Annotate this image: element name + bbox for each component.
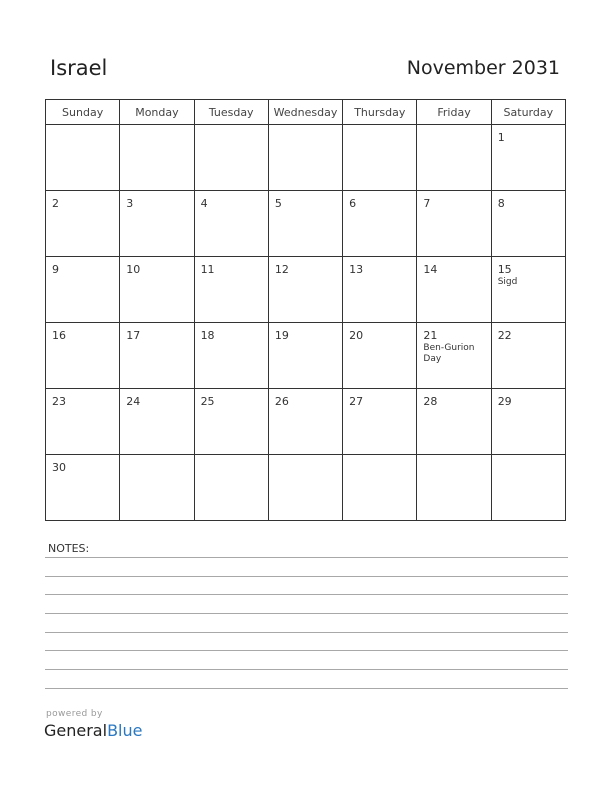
day-number: 9 — [52, 263, 59, 276]
weekday-thursday: Thursday — [343, 100, 417, 125]
day-number: 15 — [497, 263, 512, 276]
notes-label: NOTES: — [48, 542, 90, 555]
day-cell — [194, 389, 268, 455]
day-number: 23 — [52, 395, 66, 408]
day-number: 18 — [200, 329, 215, 342]
day-cell — [46, 191, 120, 257]
day-cell — [268, 191, 342, 257]
notes-line — [45, 669, 568, 670]
day-cell — [120, 323, 194, 389]
day-number: 29 — [497, 395, 512, 408]
day-cell — [491, 191, 565, 257]
day-cell — [417, 125, 491, 191]
day-cell — [417, 257, 491, 323]
day-cell — [46, 257, 120, 323]
day-cell — [194, 455, 268, 521]
day-number: 28 — [423, 395, 438, 408]
brand-blue-text: Blue — [107, 721, 143, 740]
day-cell — [46, 389, 120, 455]
notes-line — [45, 594, 568, 595]
weekday-monday: Monday — [120, 100, 194, 125]
day-cell — [268, 125, 342, 191]
day-cell — [120, 455, 194, 521]
day-number: 11 — [200, 263, 215, 276]
day-number: 4 — [200, 197, 208, 210]
day-number: 5 — [274, 197, 282, 210]
day-cell — [417, 323, 491, 389]
weekday-saturday: Saturday — [491, 100, 565, 125]
day-cell — [194, 257, 268, 323]
notes-line — [45, 576, 568, 577]
day-cell — [417, 389, 491, 455]
day-cell — [343, 125, 417, 191]
day-number: 17 — [126, 329, 141, 342]
week-row — [46, 257, 566, 323]
week-row — [46, 389, 566, 455]
day-number: 27 — [349, 395, 364, 408]
day-cell — [343, 191, 417, 257]
notes-line — [45, 632, 568, 633]
day-cell — [268, 257, 342, 323]
day-number: 21 — [423, 329, 438, 342]
day-number: 24 — [126, 395, 141, 408]
day-cell — [46, 125, 120, 191]
week-row — [46, 323, 566, 389]
holiday-label: Ben-Gurion Day — [423, 343, 475, 364]
day-number: 13 — [349, 263, 364, 276]
day-cell — [343, 455, 417, 521]
country-title: Israel — [50, 56, 108, 80]
calendar-grid — [45, 99, 566, 521]
day-cell — [120, 191, 194, 257]
weekday-friday: Friday — [417, 100, 491, 125]
notes-line — [45, 650, 568, 651]
powered-by-text: powered by — [46, 709, 103, 719]
day-cell — [491, 323, 565, 389]
day-cell — [194, 191, 268, 257]
day-cell — [417, 191, 491, 257]
holiday-label: Sigd — [497, 277, 518, 287]
day-cell — [491, 257, 565, 323]
day-cell — [491, 125, 565, 191]
day-number: 12 — [274, 263, 289, 276]
day-cell — [491, 455, 565, 521]
notes-line — [45, 613, 568, 614]
day-cell — [120, 257, 194, 323]
day-cell — [194, 125, 268, 191]
day-number: 22 — [497, 329, 512, 342]
day-number: 2 — [52, 197, 59, 210]
week-row — [46, 125, 566, 191]
day-cell — [194, 323, 268, 389]
day-cell — [491, 389, 565, 455]
day-cell — [268, 389, 342, 455]
weekday-sunday: Sunday — [46, 100, 120, 125]
generalblue-logo[interactable] — [44, 721, 142, 740]
day-number: 26 — [274, 395, 289, 408]
week-row — [46, 191, 566, 257]
day-cell — [268, 455, 342, 521]
brand-general-text: General — [44, 721, 108, 740]
day-cell — [46, 323, 120, 389]
day-cell — [46, 455, 120, 521]
day-number: 14 — [423, 263, 438, 276]
day-number: 30 — [52, 461, 66, 474]
day-cell — [343, 257, 417, 323]
month-year-title: November 2031 — [406, 57, 560, 79]
day-cell — [343, 389, 417, 455]
day-number: 7 — [423, 197, 431, 210]
day-number: 8 — [497, 197, 505, 210]
notes-line — [45, 688, 568, 689]
day-cell — [120, 125, 194, 191]
notes-line — [45, 557, 568, 558]
day-number: 1 — [497, 131, 505, 144]
weekday-tuesday: Tuesday — [194, 100, 268, 125]
day-cell — [417, 455, 491, 521]
weekday-wednesday: Wednesday — [268, 100, 342, 125]
day-number: 6 — [349, 197, 357, 210]
week-row — [46, 455, 566, 521]
weekday-header-row — [46, 100, 566, 125]
day-number: 10 — [126, 263, 141, 276]
day-cell — [120, 389, 194, 455]
day-number: 3 — [126, 197, 134, 210]
day-cell — [268, 323, 342, 389]
day-number: 20 — [349, 329, 364, 342]
day-number: 25 — [200, 395, 215, 408]
day-number: 19 — [274, 329, 289, 342]
day-number: 16 — [52, 329, 66, 342]
day-cell — [343, 323, 417, 389]
